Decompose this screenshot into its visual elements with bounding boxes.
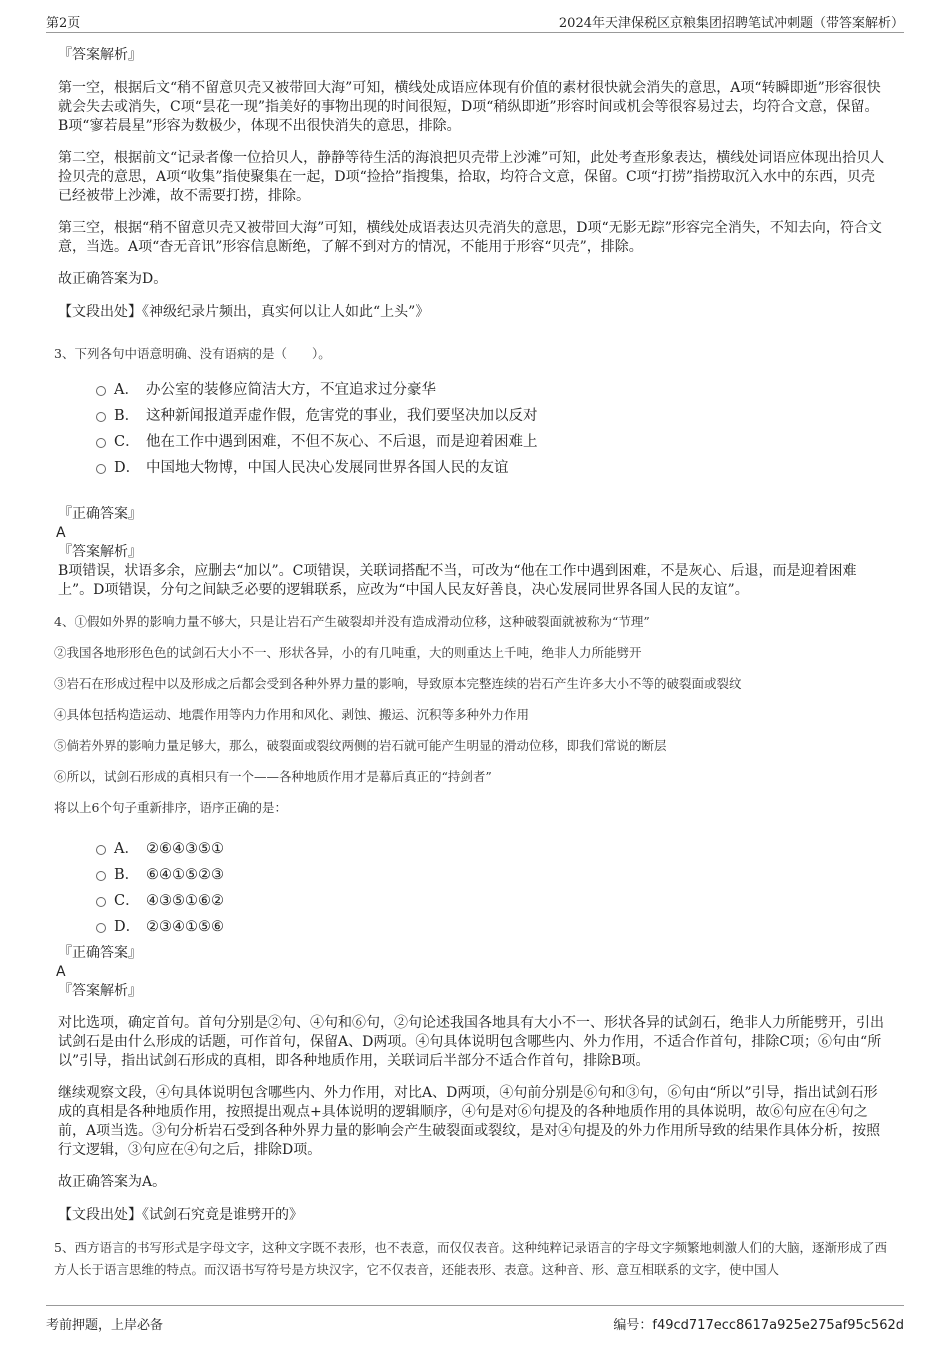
question-stem: 3、下列各句中语意明确、没有语病的是（ ）。 <box>54 346 331 361</box>
options-list <box>58 836 888 940</box>
option-a[interactable]: A． ②⑥④③⑤① <box>58 836 888 862</box>
radio-icon[interactable] <box>96 386 106 396</box>
correct-answer-label: 『正确答案』 <box>58 944 142 961</box>
correct-answer: A <box>56 963 66 980</box>
page-footer <box>46 1305 904 1334</box>
sentence-item: ⑥所以，试剑石形成的真相只有一个——各种地质作用才是幕后真正的“持剑者” <box>54 768 492 784</box>
analysis-paragraph: 对比选项，确定首句。首句分别是②句、④句和⑥句，②句论述我国各地具有大小不一、形状各异的试剑石，绝非人力所能劈开，引出试剑石是由什么形成的话题，可作首句，保留A、D两项。④句具体说明包含哪些内、外力作用，不适合作首句，排除C项；⑥句由“所以”引导，指出试剑石形成的真相，即各种地质作用，关联词后半部分不适合作首句，排除B项。 <box>58 1014 884 1069</box>
answer-conclusion: 故正确答案为D。 <box>58 271 168 287</box>
footer-slogan: 考前押题，上岸必备 <box>46 1318 164 1333</box>
document-title: 2024年天津保税区京粮集团招聘笔试冲刺题（带答案解析） <box>558 16 904 31</box>
analysis-label: 『答案解析』 <box>58 982 142 999</box>
question-stem: 5、西方语言的书写形式是字母文字，这种文字既不表形，也不表意，而仅仅表音。这种纯粹记录语言的字母文字频繁地刺激人们的大脑，逐渐形成了西方人长于语言思维的特点。而汉语书写符号是方块汉字，它不仅表音，还能表形、表意。这种音、形、意互相联系的文字，使中国人 <box>54 1239 887 1277</box>
page-content <box>54 40 888 1293</box>
sentence-item: 4、①假如外界的影响力量不够大，只是让岩石产生破裂却并没有造成滑动位移，这种破裂面就被称为“节理” <box>54 613 650 629</box>
sentence-item: ⑤倘若外界的影响力量足够大，那么，破裂面或裂纹两侧的岩石就可能产生明显的滑动位移，即我们常说的断层 <box>54 737 667 753</box>
radio-icon[interactable] <box>96 897 106 907</box>
radio-icon[interactable] <box>96 871 106 881</box>
options-list <box>58 377 888 481</box>
analysis-paragraph: 第三空，根据“稍不留意贝壳又被带回大海”可知，横线处成语表达贝壳消失的意思，D项“无影无踪”形容完全消失，不知去向，符合文意，当选。A项“杳无音讯”形容信息断绝，了解不到对方的情况，不能用于形容“贝壳”，排除。 <box>58 220 882 255</box>
radio-icon[interactable] <box>96 923 106 933</box>
analysis-paragraph: 第二空，根据前文“记录者像一位拾贝人，静静等待生活的海浪把贝壳带上沙滩”可知，此处考查形象表达，横线处词语应体现出拾贝人捡贝壳的意思，A项“收集”指使聚集在一起，D项“捡拾”指搜集，拾取，均符合文意，保留。C项“打捞”指捞取沉入水中的东西，贝壳已经被带上沙滩，故不需要打捞，排除。 <box>58 150 885 204</box>
page-header <box>46 10 904 33</box>
answer-conclusion: 故正确答案为A。 <box>58 1173 167 1190</box>
source-citation: 【文段出处】《神级纪录片频出，真实何以让人如此“上头”》 <box>58 304 430 320</box>
option-a[interactable]: A． 办公室的装修应简洁大方，不宜追求过分豪华 <box>58 377 888 403</box>
analysis-paragraph: 继续观察文段，④句具体说明包含哪些内、外力作用，对比A、D两项，④句前分别是⑥句和③句，⑥句由“所以”引导，指出试剑石形成的真相是各种地质作用，按照提出观点+具体说明的逻辑顺序，④句是对⑥句提及的各种地质作用的具体说明，故⑥句应在④句之前，A项当选。③句分析岩石受到各种外界力量的影响会产生破裂面或裂纹，是对④句提及的外力作用所导致的结果作具体分析，按照行文逻辑，③句应在④句之后，排除D项。 <box>58 1084 881 1158</box>
correct-answer: A <box>56 524 66 541</box>
sentence-item: ②我国各地形形色色的试剑石大小不一、形状各异，小的有几吨重，大的则重达上千吨，绝非人力所能劈开 <box>54 644 642 660</box>
option-c[interactable]: C． ④③⑤①⑥② <box>58 888 888 914</box>
option-c[interactable]: C． 他在工作中遇到困难，不但不灰心、不后退，而是迎着困难上 <box>58 429 888 455</box>
option-b[interactable]: B． ⑥④①⑤②③ <box>58 862 888 888</box>
analysis-paragraph: 第一空，根据后文“稍不留意贝壳又被带回大海”可知，横线处成语应体现有价值的素材很快就会消失的意思，A项“转瞬即逝”形容很快就会失去或消失，C项“昙花一现”指美好的事物出现的时间很短，D项“稍纵即逝”形容时间或机会等很容易过去，均符合文意，保留。B项“寥若晨星”形容为数极少，体现不出很快消失的意思，排除。 <box>58 80 881 134</box>
page-number: 第2页 <box>46 16 81 31</box>
analysis-label: 『答案解析』 <box>58 47 142 63</box>
radio-icon[interactable] <box>96 438 106 448</box>
analysis-label: 『答案解析』 <box>58 543 142 560</box>
radio-icon[interactable] <box>96 412 106 422</box>
question-prompt: 将以上6个句子重新排序，语序正确的是： <box>54 799 287 815</box>
option-d[interactable]: D． ②③④①⑤⑥ <box>58 914 888 940</box>
sentence-item: ④具体包括构造运动、地震作用等内力作用和风化、剥蚀、搬运、沉积等多种外力作用 <box>54 706 530 722</box>
correct-answer-label: 『正确答案』 <box>58 505 142 522</box>
source-citation: 【文段出处】《试剑石究竟是谁劈开的》 <box>58 1206 303 1223</box>
radio-icon[interactable] <box>96 845 106 855</box>
sentence-item: ③岩石在形成过程中以及形成之后都会受到各种外界力量的影响，导致原本完整连续的岩石产生许多大小不等的破裂面或裂纹 <box>54 675 742 691</box>
option-b[interactable]: B． 这种新闻报道弄虚作假，危害党的事业，我们要坚决加以反对 <box>58 403 888 429</box>
radio-icon[interactable] <box>96 464 106 474</box>
option-d[interactable]: D． 中国地大物博，中国人民决心发展同世界各国人民的友谊 <box>58 455 888 481</box>
analysis-paragraph: B项错误，状语多余，应删去“加以”。C项错误，关联词搭配不当，可改为“他在工作中遇到困难，不是灰心、后退，而是迎着困难上”。D项错误，分句之间缺乏必要的逻辑联系，应改为“中国人民友好善良，决心发展同世界各国人民的友谊”。 <box>58 562 857 598</box>
document-id: 编号：f49cd717ecc8617a925e275af95c562d <box>613 1318 904 1333</box>
